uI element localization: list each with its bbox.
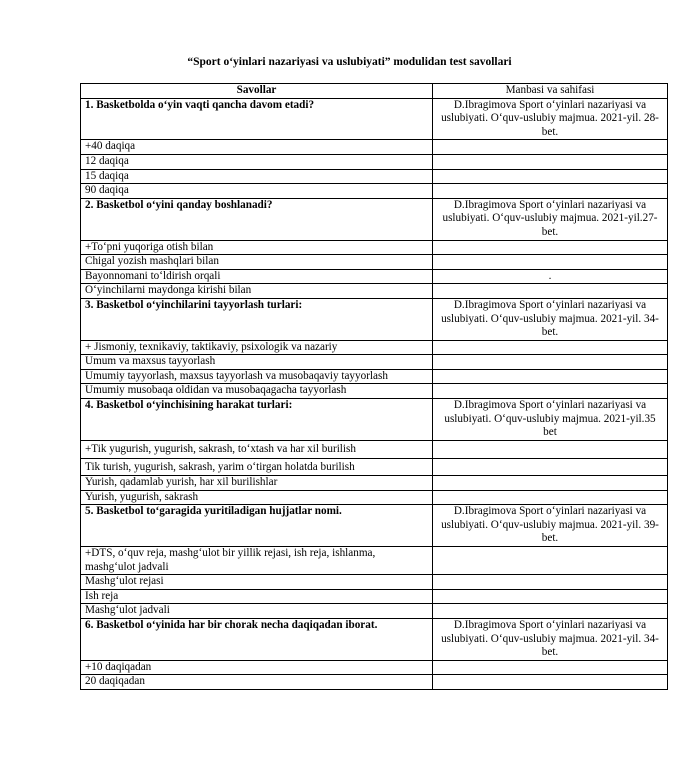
answer-row [81,459,668,476]
header-questions: Savollar [81,84,433,99]
questions-table [80,83,668,690]
answer-source [433,140,668,155]
answer-source [433,340,668,355]
answer-text: Umumiy musobaqa oldidan va musobaqagacha tayyorlash [81,384,433,399]
answer-row [81,184,668,199]
answer-source: . [433,269,668,284]
answer-source [433,589,668,604]
answer-text: Umumiy tayyorlash, maxsus tayyorlash va musobaqaviy tayyorlash [81,369,433,384]
answer-source [433,604,668,619]
answer-row [81,369,668,384]
question-text: 5. Basketbol to‘garagida yuritiladigan hujjatlar nomi. [81,505,433,547]
question-row [81,618,668,660]
answer-source [433,675,668,690]
answer-row [81,355,668,370]
answer-source [433,255,668,270]
answer-row [81,384,668,399]
question-source: D.Ibragimova Sport o‘yinlari nazariyasi va uslubiyati. O‘quv-uslubiy majmua. 2021-yil.35 bet [433,399,668,441]
question-row [81,198,668,240]
answer-row [81,154,668,169]
answer-source [433,355,668,370]
answer-text: 12 daqiqa [81,154,433,169]
answer-source [433,240,668,255]
answer-row [81,269,668,284]
answer-text: Chigal yozish mashqlari bilan [81,255,433,270]
answer-source [433,369,668,384]
document-title: “Sport o‘yinlari nazariyasi va uslubiyati” modulidan test savollari [187,56,512,68]
answer-source [433,284,668,299]
table-header-row [81,84,668,99]
question-source: D.Ibragimova Sport o‘yinlari nazariyasi va uslubiyati. O‘quv-uslubiy majmua. 2021-yil.27-bet. [433,198,668,240]
answer-text: Tik turish, yugurish, sakrash, yarim o‘tirgan holatda burilish [81,459,433,476]
answer-text: Mashg‘ulot jadvali [81,604,433,619]
answer-text: + Jismoniy, texnikaviy, taktikaviy, psixologik va nazariy [81,340,433,355]
answer-text: Yurish, yugurish, sakrash [81,490,433,505]
question-source: D.Ibragimova Sport o‘yinlari nazariyasi va uslubiyati. O‘quv-uslubiy majmua. 2021-yil. 34-bet. [433,298,668,340]
answer-source [433,476,668,491]
answer-text: Bayonnomani to‘ldirish orqali [81,269,433,284]
answer-source [433,459,668,476]
answer-text: 90 daqiqa [81,184,433,199]
answer-text: 15 daqiqa [81,169,433,184]
answer-text: Ish reja [81,589,433,604]
answer-text: +To‘pni yuqoriga otish bilan [81,240,433,255]
answer-row [81,476,668,491]
answer-text: +Tik yugurish, yugurish, sakrash, to‘xtash va har xil burilish [81,440,433,459]
answer-row [81,660,668,675]
answer-row [81,675,668,690]
question-row [81,399,668,441]
question-row [81,298,668,340]
answer-row [81,440,668,459]
answer-text: Mashg‘ulot rejasi [81,575,433,590]
answer-source [433,169,668,184]
question-text: 1. Basketbolda o‘yin vaqti qancha davom etadi? [81,98,433,140]
question-text: 3. Basketbol o‘yinchilarini tayyorlash turlari: [81,298,433,340]
answer-row [81,169,668,184]
answer-row [81,284,668,299]
answer-row [81,547,668,575]
answer-row [81,490,668,505]
answer-text: O‘yinchilarni maydonga kirishi bilan [81,284,433,299]
question-text: 4. Basketbol o‘yinchisining harakat turlari: [81,399,433,441]
question-text: 6. Basketbol o‘yinida har bir chorak necha daqiqadan iborat. [81,618,433,660]
question-text: 2. Basketbol o‘yini qanday boshlanadi? [81,198,433,240]
question-source: D.Ibragimova Sport o‘yinlari nazariyasi va uslubiyati. O‘quv-uslubiy majmua. 2021-yil. 28-bet. [433,98,668,140]
answer-source [433,490,668,505]
answer-source [433,184,668,199]
question-row [81,505,668,547]
answer-row [81,240,668,255]
answer-source [433,575,668,590]
answer-text: 20 daqiqadan [81,675,433,690]
question-source: D.Ibragimova Sport o‘yinlari nazariyasi va uslubiyati. O‘quv-uslubiy majmua. 2021-yil. 39-bet. [433,505,668,547]
answer-row [81,589,668,604]
answer-source [433,384,668,399]
answer-row [81,604,668,619]
answer-text: +DTS, o‘quv reja, mashg‘ulot bir yillik rejasi, ish reja, ishlanma, mashg‘ulot jadvali [81,547,433,575]
answer-text: +40 daqiqa [81,140,433,155]
answer-source [433,660,668,675]
answer-text: +10 daqiqadan [81,660,433,675]
question-source: D.Ibragimova Sport o‘yinlari nazariyasi va uslubiyati. O‘quv-uslubiy majmua. 2021-yil. 34-bet. [433,618,668,660]
answer-row [81,255,668,270]
answer-row [81,140,668,155]
question-row [81,98,668,140]
answer-text: Yurish, qadamlab yurish, har xil burilishlar [81,476,433,491]
answer-source [433,547,668,575]
header-source: Manbasi va sahifasi [433,84,668,99]
answer-source [433,154,668,169]
answer-text: Umum va maxsus tayyorlash [81,355,433,370]
answer-source [433,440,668,459]
answer-row [81,340,668,355]
answer-row [81,575,668,590]
